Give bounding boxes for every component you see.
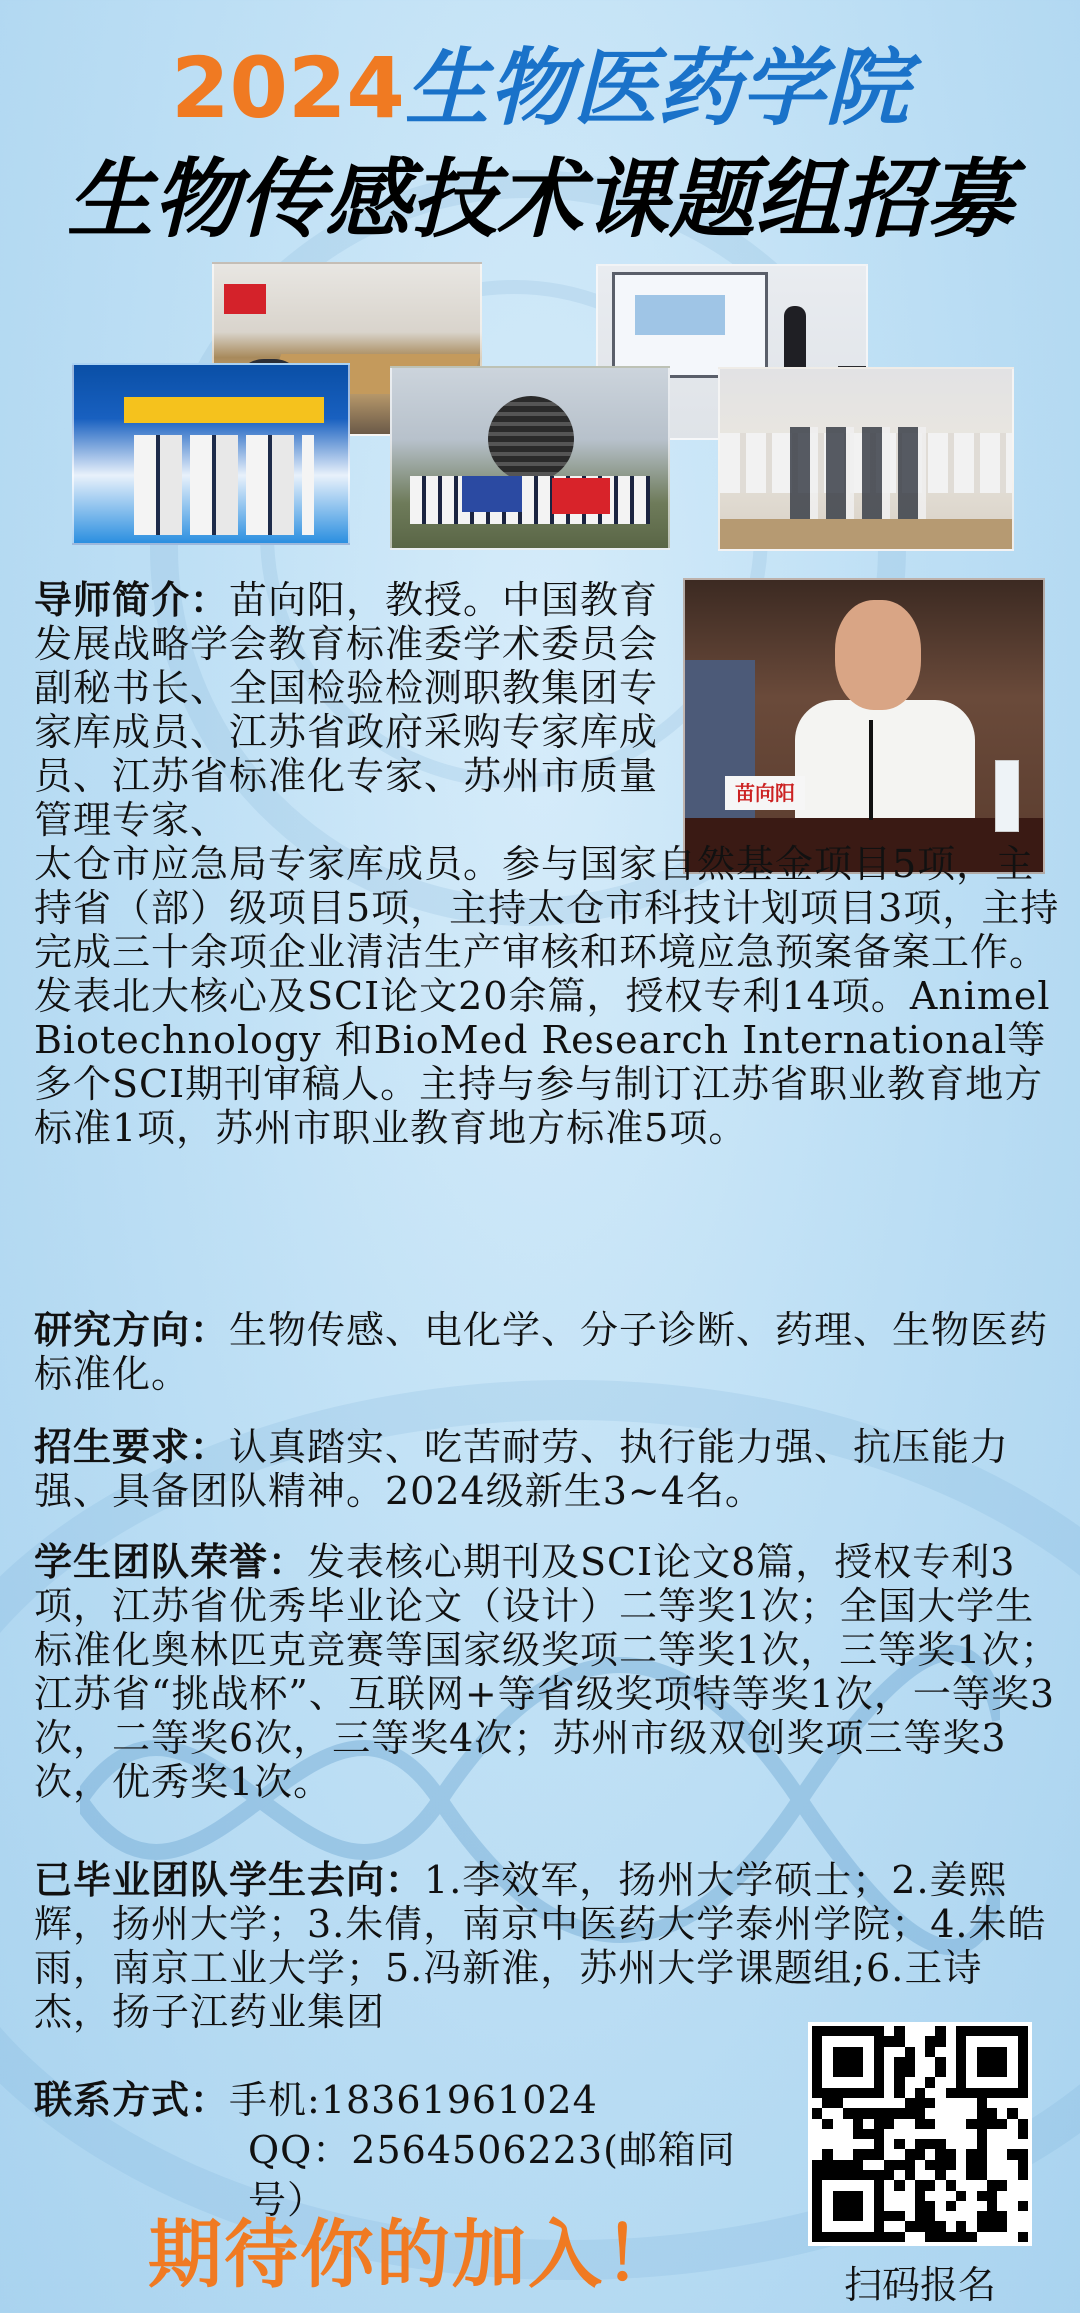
bio-text-narrow: 苗向阳，教授。中国教育发展战略学会教育标准委学术委员会副秘书长、全国检验检测职教集团专家库成员、江苏省政府采购专家库成员、江苏省标准化专家、苏州市质量管理专家、 — [34, 578, 659, 842]
graduates-section — [34, 1858, 1054, 2034]
header-title-line1 — [0, 40, 1080, 136]
photo-maker-competition — [72, 363, 350, 545]
honors-label: 学生团队荣誉： — [34, 1540, 308, 1584]
requirements-section — [34, 1425, 1054, 1513]
bio-label: 导师简介： — [34, 578, 230, 622]
photo-supervisor-portrait — [683, 578, 1045, 874]
header-school: 生物医药学院 — [404, 39, 909, 137]
header-title: 生物传感技术课题组招募 — [67, 150, 1013, 250]
slogan: 期待你的加入！ — [148, 2212, 680, 2298]
bio-text-wide: 太仓市应急局专家库成员。参与国家自然基金项目5项，主持省（部）级项目5项，主持太仓市科技计划项目3项，主持完成三十余项企业清洁生产审核和环境应急预案备案工作。发表北大核心及SCI论文20余篇，授权专利14项。Animel Biotechnology 和BioMed Research International等多个SCI期刊审稿人。主持与参与制订江苏省职业教育地方标准1项，苏州市职业教育地方标准5项。 — [34, 842, 1060, 1150]
requirements-label: 招生要求： — [34, 1425, 230, 1469]
header-year: 2024 — [171, 39, 405, 137]
qr-code[interactable] — [808, 2022, 1032, 2246]
requirements-text: 认真踏实、吃苦耐劳、执行能力强、抗压能力强、具备团队精神。2024级新生3~4名。 — [34, 1425, 1010, 1513]
qr-label: 扫码报名 — [843, 2263, 996, 2307]
research-section — [34, 1308, 1054, 1396]
research-text: 生物传感、电化学、分子诊断、药理、生物医药标准化。 — [34, 1308, 1049, 1396]
honors-text: 发表核心期刊及SCI论文8篇，授权专利3项，江苏省优秀毕业论文（设计）二等奖1次；全国大学生标准化奥林匹克竞赛等国家级奖项二等奖1次，三等奖1次；江苏省“挑战杯”、互联网+等省级奖项特等奖1次，一等奖3次，二等奖6次，三等奖4次；苏州市级双创奖项三等奖3次，优秀奖1次。 — [34, 1540, 1060, 1804]
portrait-nameplate: 苗向阳 — [725, 776, 805, 810]
contact-label: 联系方式： — [34, 2078, 230, 2122]
contact-qq: QQ：2564506223(邮箱同号） — [248, 2128, 736, 2222]
bio-section — [34, 578, 674, 842]
graduates-label: 已毕业团队学生去向： — [34, 1858, 425, 1902]
contact-phone: 手机:18361961024 — [229, 2078, 598, 2122]
research-label: 研究方向： — [34, 1308, 230, 1352]
photo-group-outdoor — [390, 366, 670, 550]
photo-conference-hall — [718, 367, 1014, 551]
honors-section — [34, 1540, 1064, 1804]
graduates-text: 1.李效军，扬州大学硕士；2.姜熙辉，扬州大学；3.朱倩，南京中医药大学泰州学院；4.朱皓雨，南京工业大学；5.冯新淮，苏州大学课题组;6.王诗杰，扬子江药业集团 — [34, 1858, 1047, 2034]
